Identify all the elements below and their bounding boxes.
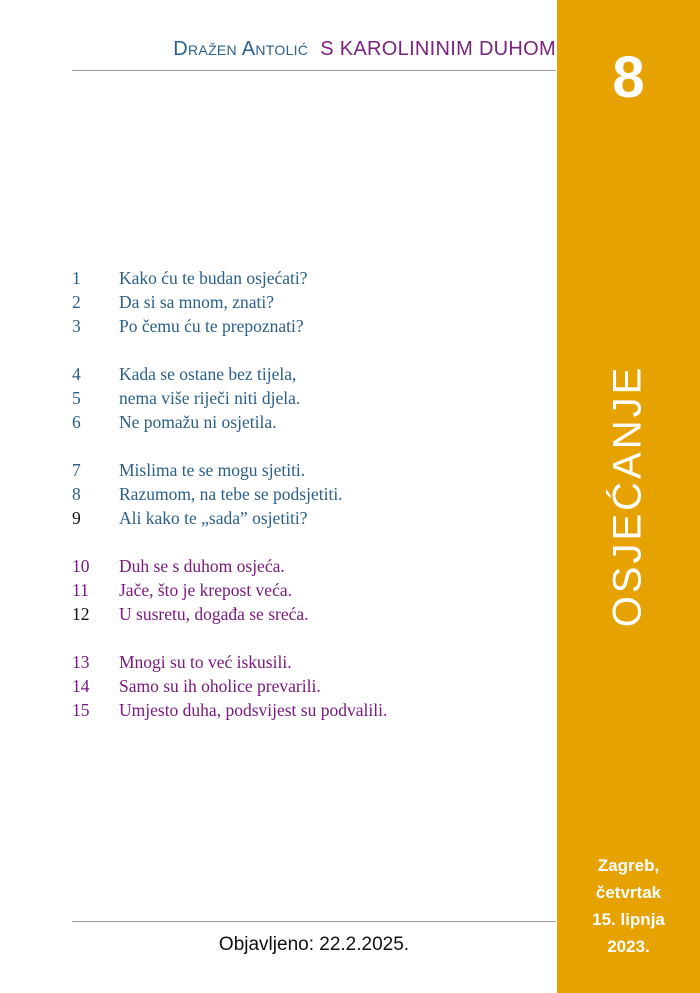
- poem-line: [72, 674, 387, 698]
- line-number: 11: [72, 579, 89, 600]
- line-text: Ne pomažu ni osjetila.: [119, 411, 277, 432]
- place-date: [557, 852, 700, 960]
- line-text: Jače, što je krepost veća.: [119, 579, 292, 600]
- chapter-number: 8: [612, 45, 645, 110]
- line-text: Samo su ih oholice prevarili.: [119, 675, 321, 696]
- line-number: 6: [72, 411, 81, 432]
- poem-line: [72, 482, 387, 506]
- author-name: Dražen Antolić: [173, 38, 309, 60]
- line-text: Umjesto duha, podsvijest su podvalili.: [119, 699, 388, 720]
- line-number: 3: [72, 315, 81, 336]
- poem-line: [72, 266, 387, 290]
- poem-line: [72, 650, 387, 674]
- place-date-line: Zagreb,: [597, 856, 660, 875]
- line-text: U susretu, događa se sreća.: [119, 603, 309, 624]
- line-number: 7: [72, 459, 81, 480]
- stanza-1: [72, 266, 387, 338]
- line-number: 5: [72, 387, 81, 408]
- line-number: 15: [72, 699, 90, 720]
- footer-divider: [72, 921, 556, 922]
- stanza-4: [72, 554, 387, 626]
- poem-line: [72, 554, 387, 578]
- poem-body: [72, 266, 387, 746]
- line-number: 2: [72, 291, 81, 312]
- poem-line: [72, 458, 387, 482]
- line-number: 12: [72, 603, 90, 624]
- line-text: Razumom, na tebe se podsjetiti.: [119, 483, 343, 504]
- poem-line: [72, 314, 387, 338]
- stanza-3: [72, 458, 387, 530]
- line-text: Kako ću te budan osjećati?: [119, 267, 308, 288]
- stanza-2: [72, 362, 387, 434]
- published-date: Objavljeno: 22.2.2025.: [218, 934, 410, 955]
- poem-line: [72, 362, 387, 386]
- line-text: Ali kako te „sada” osjetiti?: [119, 507, 308, 528]
- place-date-line: 15. lipnja: [592, 910, 665, 929]
- line-number: 1: [72, 267, 81, 288]
- line-text: Duh se s duhom osjeća.: [119, 555, 285, 576]
- poem-line: [72, 578, 387, 602]
- line-text: Kada se ostane bez tijela,: [119, 363, 297, 384]
- line-number: 14: [72, 675, 90, 696]
- page-header: [72, 38, 556, 61]
- line-text: Mislima te se mogu sjetiti.: [119, 459, 306, 480]
- sidebar: [557, 0, 700, 993]
- line-number: 8: [72, 483, 81, 504]
- line-number: 9: [72, 507, 81, 528]
- poem-line: [72, 386, 387, 410]
- poem-line: [72, 602, 387, 626]
- poem-line: [72, 698, 387, 722]
- line-text: nema više riječi niti djela.: [119, 387, 301, 408]
- line-text: Da si sa mnom, znati?: [119, 291, 275, 312]
- poem-title: OSJEĆANJE: [605, 364, 650, 628]
- place-date-line: četvrtak: [595, 883, 662, 902]
- line-text: Mnogi su to već iskusili.: [119, 651, 292, 672]
- line-number: 10: [72, 555, 90, 576]
- poem-line: [72, 290, 387, 314]
- line-number: 13: [72, 651, 90, 672]
- place-date-line: 2023.: [607, 937, 650, 956]
- poem-line: [72, 506, 387, 530]
- line-number: 4: [72, 363, 81, 384]
- poem-line: [72, 410, 387, 434]
- book-title: S KAROLININIM DUHOM: [320, 38, 556, 60]
- header-divider: [72, 70, 556, 71]
- line-text: Po čemu ću te prepoznati?: [119, 315, 304, 336]
- stanza-5: [72, 650, 387, 722]
